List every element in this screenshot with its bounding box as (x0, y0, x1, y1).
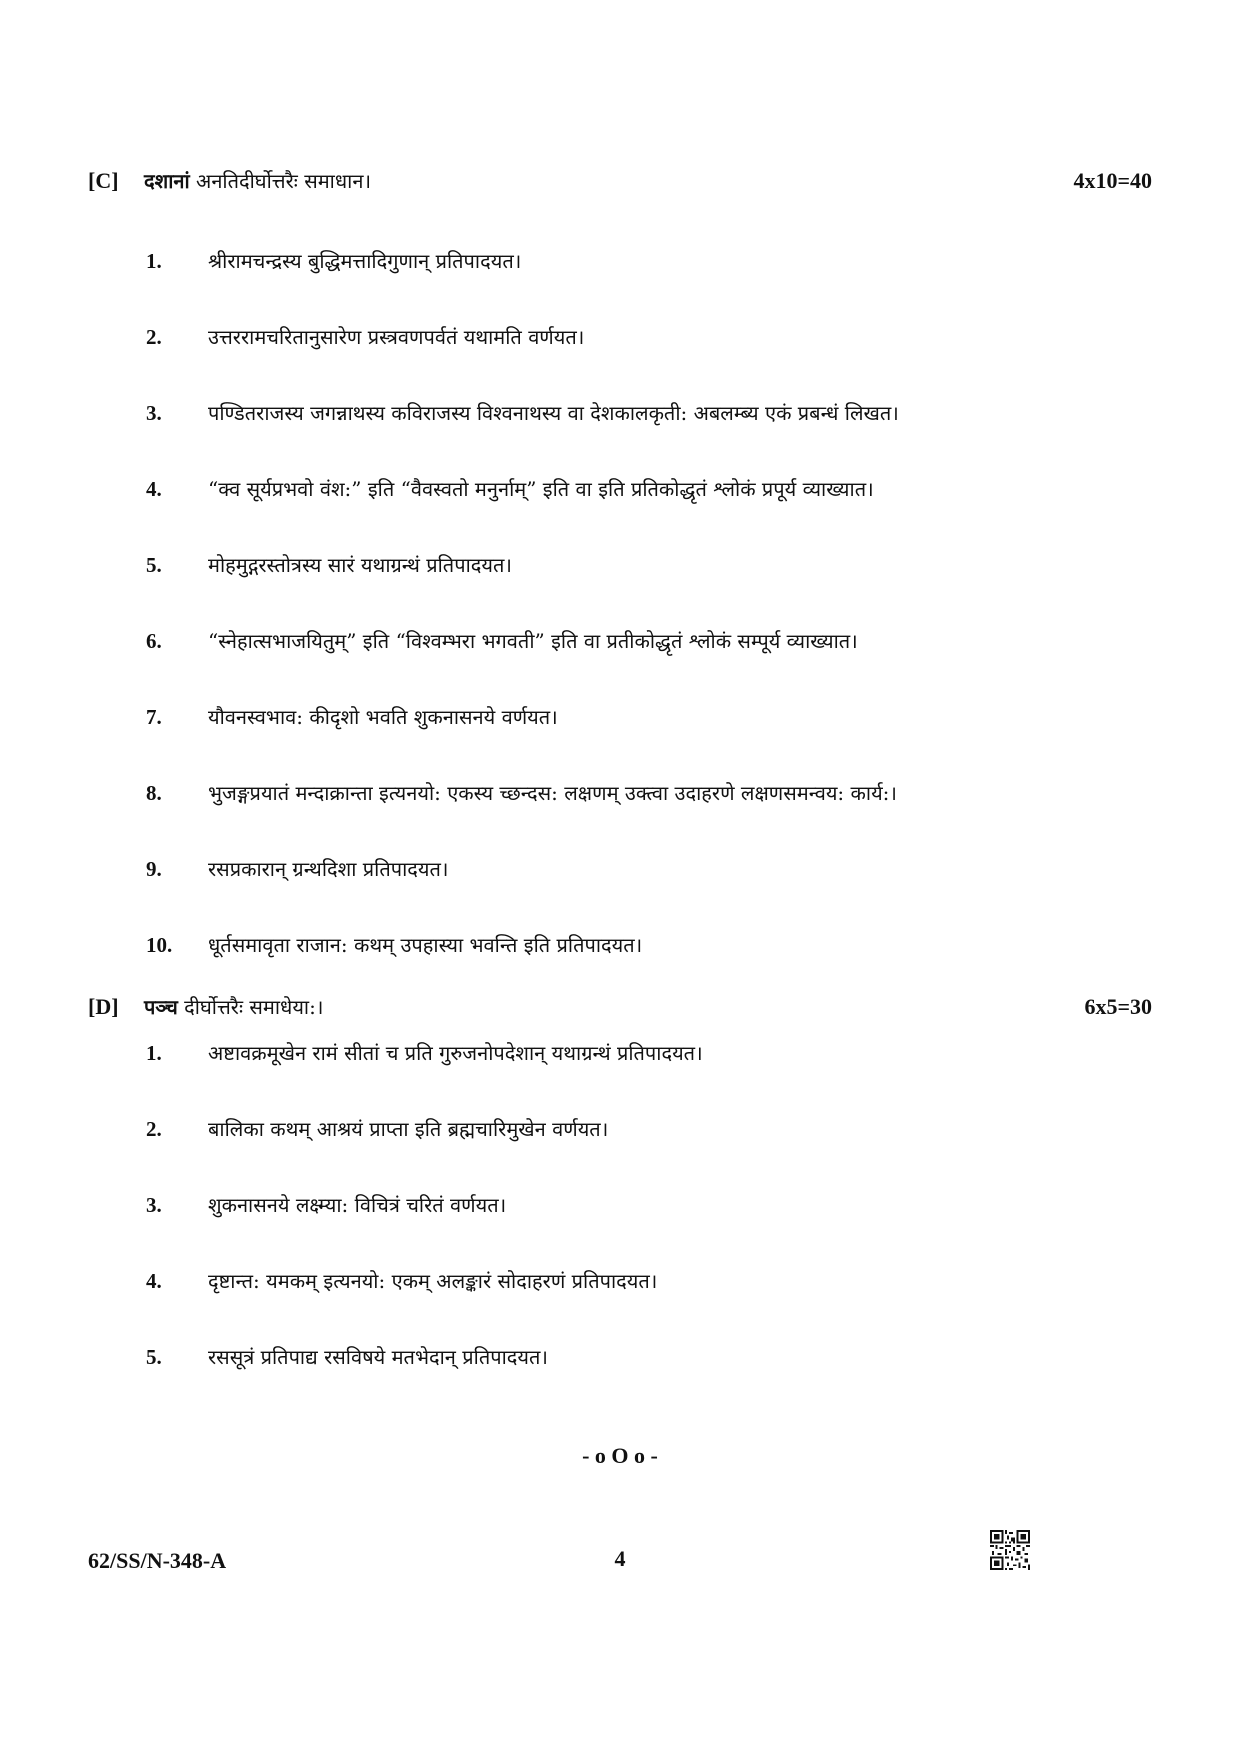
question-c-10 (146, 928, 1086, 962)
section-c-instruction-rest: अनतिदीर्घोत्तरैः समाधान। (189, 169, 372, 193)
question-text: “क्व सूर्यप्रभवो वंश:” इति “वैवस्वतो मनुर्नाम्” इति वा इति प्रतिकोद्धृतं श्लोकं प्रपूर्य व्याख्यात। (208, 477, 874, 501)
question-number: 9. (146, 857, 162, 881)
question-number: 1. (146, 249, 162, 273)
section-d-marks: 6x5=30 (1084, 994, 1152, 1019)
question-text: “स्नेहात्सभाजयितुम्” इति “विश्वम्भरा भगवती” इति वा प्रतीकोद्धृतं श्लोकं सम्पूर्य व्याख्यात। (208, 629, 858, 653)
question-c-3 (146, 396, 1086, 430)
section-c-instruction-bold: दशानां (144, 169, 190, 193)
question-text: धूर्तसमावृता राजान: कथम् उपहास्या भवन्ति इति प्रतिपादयत। (208, 933, 643, 957)
question-c-6 (146, 624, 1086, 658)
question-number: 5. (146, 553, 162, 577)
question-number: 1. (146, 1041, 162, 1065)
question-text: पण्डितराजस्य जगन्नाथस्य कविराजस्य विश्वनाथस्य वा देशकालकृती: अबलम्ब्य एकं प्रबन्धं लिखत। (208, 401, 899, 425)
section-d-instruction-bold: पञ्च (144, 995, 178, 1019)
question-number: 2. (146, 325, 162, 349)
question-number: 5. (146, 1345, 162, 1369)
question-number: 7. (146, 705, 162, 729)
question-text: मोहमुद्गरस्तोत्रस्य सारं यथाग्रन्थं प्रतिपादयत। (208, 553, 512, 577)
question-d-5 (146, 1340, 1086, 1374)
question-text: श्रीरामचन्द्रस्य बुद्धिमत्तादिगुणान् प्रतिपादयत। (208, 249, 522, 273)
section-c-header (88, 164, 1152, 198)
section-d-label: [D] (88, 994, 119, 1019)
question-number: 10. (146, 933, 173, 957)
question-text: यौवनस्वभाव: कीदृशो भवति शुकनासनये वर्णयत। (208, 705, 558, 729)
question-text: दृष्टान्त: यमकम् इत्यनयो: एकम् अलङ्कारं सोदाहरणं प्रतिपादयत। (208, 1269, 658, 1293)
section-d-instruction (144, 990, 323, 1024)
qr-code-icon (990, 1530, 1030, 1570)
question-c-4 (146, 472, 1086, 506)
question-number: 4. (146, 477, 162, 501)
question-number: 2. (146, 1117, 162, 1141)
page-number: 4 (614, 1546, 626, 1571)
question-c-9 (146, 852, 1086, 886)
question-c-5 (146, 548, 1086, 582)
question-c-1 (146, 244, 1086, 278)
question-text: उत्तररामचरितानुसारेण प्रस्त्रवणपर्वतं यथामति वर्णयत। (208, 325, 585, 349)
section-d-instruction-rest: दीर्घोत्तरैः समाधेया:। (177, 995, 324, 1019)
section-c-label: [C] (88, 168, 119, 193)
paper-code: 62/SS/N-348-A (88, 1548, 227, 1573)
question-d-2 (146, 1112, 1086, 1146)
question-d-1 (146, 1036, 1086, 1070)
question-text: अष्टावक्रमूखेन रामं सीतां च प्रति गुरुजनोपदेशान् यथाग्रन्थं प्रतिपादयत। (208, 1041, 703, 1065)
question-text: रससूत्रं प्रतिपाद्य रसविषये मतभेदान् प्रतिपादयत। (208, 1345, 548, 1369)
question-c-8 (146, 776, 1086, 810)
question-number: 8. (146, 781, 162, 805)
question-number: 4. (146, 1269, 162, 1293)
question-text: बालिका कथम् आश्रयं प्राप्ता इति ब्रह्मचारिमुखेन वर्णयत। (208, 1117, 609, 1141)
question-d-4 (146, 1264, 1086, 1298)
question-number: 6. (146, 629, 162, 653)
question-number: 3. (146, 401, 162, 425)
end-of-paper-mark: - o O o - (582, 1443, 658, 1468)
section-d-header (88, 990, 1152, 1024)
question-c-2 (146, 320, 1086, 354)
question-text: भुजङ्गप्रयातं मन्दाक्रान्ता इत्यनयो: एकस्य च्छन्दस: लक्षणम् उक्त्वा उदाहरणे लक्षणसमन्वय: कार्य:। (208, 781, 897, 805)
question-c-7 (146, 700, 1086, 734)
question-number: 3. (146, 1193, 162, 1217)
question-text: रसप्रकारान् ग्रन्थदिशा प्रतिपादयत। (208, 857, 449, 881)
question-text: शुकनासनये लक्ष्म्या: विचित्रं चरितं वर्णयत। (208, 1193, 507, 1217)
section-c-instruction (144, 164, 371, 198)
section-c-marks: 4x10=40 (1073, 168, 1152, 193)
question-d-3 (146, 1188, 1086, 1222)
